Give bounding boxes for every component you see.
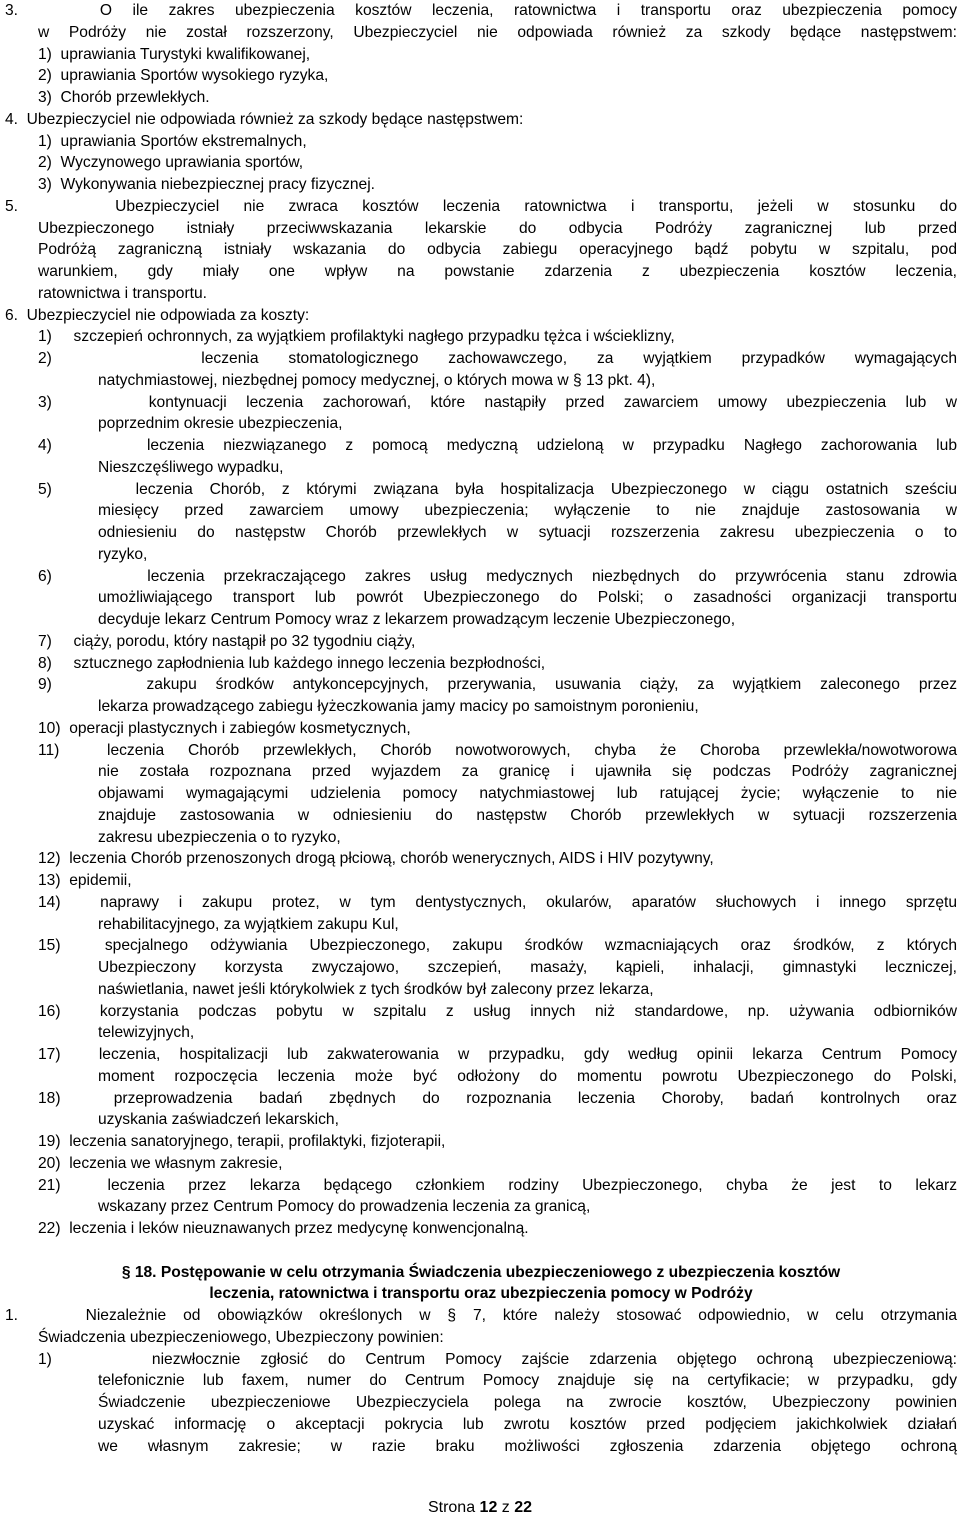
text-line: 19) leczenia sanatoryjnego, terapii, profilaktyki, fizjoterapii,: [38, 1133, 446, 1150]
text-line: 5. Ubezpieczyciel nie zwraca kosztów leczenia ratownictwa i transportu, jeżeli w stosunku do: [5, 197, 957, 215]
text-line: 3. O ile zakres ubezpieczenia kosztów leczenia, ratownictwa i transportu oraz ubezpieczenia pomocy: [5, 2, 957, 19]
text-line: uzyskania zaświadczeń lekarskich,: [98, 1111, 339, 1129]
text-line: 5) leczenia Chorób, z którymi związana była hospitalizacja Ubezpieczonego w ciągu ostatnich sześciu: [38, 480, 957, 498]
text-line: 14) naprawy i zakupu protez, w tym dentystycznych, okularów, aparatów słuchowych i innego sprzętu: [38, 893, 957, 911]
text-line: odniesieniu do następstw Chorób przewlekłych w sytuacji rozszerzenia zakresu ubezpieczenia o to: [98, 524, 957, 541]
text-line: uzyskać informację o akceptacji pokrycia lub zwrotu kosztów przed podjęciem jakichkolwiek działań: [98, 1415, 957, 1433]
text-line: 15) specjalnego odżywiania Ubezpieczonego, zakupu środków wzmacniających oraz środków, z których: [38, 937, 957, 955]
text-line: 4. Ubezpieczyciel nie odpowiada również za szkody będące następstwem:: [5, 110, 524, 128]
text-line: 3) kontynuacji leczenia zachorowań, które nastąpiły przed zawarciem umowy ubezpieczenia lub w: [38, 393, 957, 411]
text-line: rehabilitacyjnego, za wyjątkiem zakupu Kul,: [98, 915, 399, 933]
text-line: 6) leczenia przekraczającego zakres usług medycznych niezbędnych do przywrócenia stanu zdrowia: [38, 567, 957, 585]
text-line: leczenia, ratownictwa i transportu oraz ubezpieczenia pomocy w Podróży: [209, 1285, 753, 1303]
text-line: miesięcy przed zawarciem umowy ubezpieczenia; wyłączenie to nie znajduje zastosowania w: [98, 502, 957, 520]
text-line: 21) leczenia przez lekarza będącego członkiem rodziny Ubezpieczonego, chyba że jest to lekarz: [38, 1176, 957, 1194]
footer-separator: z: [497, 1499, 515, 1516]
text-line: telewizyjnych,: [98, 1024, 195, 1042]
text-line: wskazany przez Centrum Pomocy do prowadzenia leczenia za granicą,: [98, 1198, 591, 1216]
page-total: 22: [514, 1499, 533, 1516]
page-footer: [0, 1498, 960, 1517]
text-line: 3) Chorób przewlekłych.: [38, 89, 210, 106]
text-line: Świadczenia ubezpieczeniowego, Ubezpieczony powinien:: [38, 1328, 444, 1346]
text-line: 1) uprawiania Turystyki kwalifikowanej,: [38, 45, 311, 63]
text-line: Nieszczęśliwego wypadku,: [98, 458, 284, 476]
text-line: ryzyko,: [98, 545, 148, 563]
text-line: Świadczenie ubezpieczeniowe Ubezpieczyciela polega na zwrocie kosztów, Ubezpieczony powinien: [98, 1394, 957, 1411]
text-line: 1) uprawiania Sportów ekstremalnych,: [38, 132, 307, 150]
text-line: decyduje lekarz Centrum Pomocy wraz z lekarzem prowadzącym leczenie Ubezpieczonego,: [98, 611, 736, 628]
text-line: telefonicznie lub faxem, numer do Centrum Pomocy znajduje się na certyfikacie; w przypadku, gdy: [98, 1372, 957, 1390]
text-line: warunkiem, gdy miały one wpływ na powstanie zdarzenia z ubezpieczenia kosztów leczenia,: [38, 263, 957, 280]
text-line: 1) niezwłocznie zgłosić do Centrum Pomocy zajście zdarzenia objętego ochroną ubezpieczeniową:: [38, 1350, 957, 1368]
text-line: 13) epidemii,: [38, 872, 132, 889]
text-line: zakresu ubezpieczenia o to ryzyko,: [98, 828, 341, 846]
text-line: 11) leczenia Chorób przewlekłych, Chorób nowotworowych, chyba że Choroba przewlekła/nowotworowa: [38, 741, 957, 759]
text-line: 9) zakupu środków antykoncepcyjnych, przerywania, usuwania ciąży, za wyjątkiem zaleconego przez: [38, 676, 957, 694]
text-line: we własnym zakresie; w razie braku możliwości zgłoszenia zdarzenia objętego ochroną: [98, 1437, 957, 1455]
text-line: moment rozpoczęcia leczenia może być odłożony do momentu powrotu Ubezpieczonego do Polski,: [98, 1067, 957, 1085]
text-line: poprzednim okresie ubezpieczenia,: [98, 415, 343, 433]
text-line: [5, 1240, 957, 1261]
text-line: objawami wymagającymi udzielenia pomocy natychmiastowej lub ratującej życie; wyłączenie to nie: [98, 785, 957, 802]
text-line: 6. Ubezpieczyciel nie odpowiada za koszty:: [5, 306, 310, 324]
text-line: w Podróży nie został rozszerzony, Ubezpieczyciel nie odpowiada również za szkody będące następstwem:: [38, 23, 957, 41]
text-line: Ubezpieczony korzysta zwyczajowo, szczepień, masaży, kąpieli, inhalacji, gimnastyki leczniczej,: [98, 959, 957, 976]
text-line: 2) Wyczynowego uprawiania sportów,: [38, 154, 304, 172]
footer-prefix: Strona: [427, 1499, 480, 1516]
text-line: 1) szczepień ochronnych, za wyjątkiem profilaktyki nagłego przypadku tężca i wścieklizny,: [38, 328, 675, 346]
page-number: 12: [479, 1499, 498, 1516]
text-line: 17) leczenia, hospitalizacji lub zakwaterowania w przypadku, gdy według opinii lekarza Centrum Pomocy: [38, 1046, 957, 1063]
text-line: 2) uprawiania Sportów wysokiego ryzyka,: [38, 67, 329, 85]
text-line: 3) Wykonywania niebezpiecznej pracy fizycznej.: [38, 176, 376, 193]
text-line: 2) leczenia stomatologicznego zachowawczego, za wyjątkiem przypadków wymagających: [38, 350, 957, 367]
text-line: natychmiastowej, niezbędnej pomocy medycznej, o których mowa w § 13 pkt. 4),: [98, 371, 656, 389]
text-line: 10) operacji plastycznych i zabiegów kosmetycznych,: [38, 719, 411, 737]
text-line: Ubezpieczonego istniały przeciwwskazania lekarskie do odbycia Podróży zagranicznej lub przed: [38, 219, 957, 237]
text-line: umożliwiającego transport lub powrót Ubezpieczonego do Polski; o zasadności organizacji transportu: [98, 589, 957, 607]
text-line: 22) leczenia i leków nieuznawanych przez medycynę konwencjonalną.: [38, 1220, 529, 1237]
text-line: 12) leczenia Chorób przenoszonych drogą płciową, chorób wenerycznych, AIDS i HIV pozytywny,: [38, 850, 714, 868]
text-line: Podróżą zagraniczną istniały wskazania do odbycia zabiegu operacyjnego bądź pobytu w szpitalu, pod: [38, 241, 957, 259]
text-line: 7) ciąży, porodu, który nastąpił po 32 tygodniu ciąży,: [38, 632, 416, 650]
text-line: lekarza prowadzącego zabiegu łyżeczkowania jamy macicy po samoistnym poronieniu,: [98, 698, 699, 715]
text-line: 4) leczenia niezwiązanego z pomocą medyczną udzieloną w przypadku Nagłego zachorowania lub: [38, 437, 957, 454]
text-line: 20) leczenia we własnym zakresie,: [38, 1154, 283, 1172]
text-line: ratownictwa i transportu.: [38, 284, 208, 302]
text-line: nie została rozpoznana przed wyjazdem za granicę i ujawniła się podczas Podróży zagranicznej: [98, 763, 957, 781]
text-line: 8) sztucznego zapłodnienia lub każdego innego leczenia bezpłodności,: [38, 654, 546, 672]
text-line: 16) korzystania podczas pobytu w szpitalu z usług innych niż standardowe, np. używania odbiorników: [38, 1002, 957, 1020]
text-line: znajduje zastosowania w odniesieniu do następstw Chorób przewlekłych w sytuacji rozszerzenia: [98, 806, 957, 824]
text-line: 18) przeprowadzenia badań zbędnych do rozpoznania leczenia Choroby, badań kontrolnych oraz: [38, 1089, 957, 1107]
text-line: § 18. Postępowanie w celu otrzymania Świadczenia ubezpieczeniowego z ubezpieczenia kosztów: [121, 1263, 841, 1281]
text-line: naświetlania, nawet jeśli którykolwiek z tych środków był zalecony przez lekarza,: [98, 980, 654, 998]
text-line: 1. Niezależnie od obowiązków określonych w § 7, które należy stosować odpowiednio, w celu otrzymania: [5, 1307, 957, 1324]
